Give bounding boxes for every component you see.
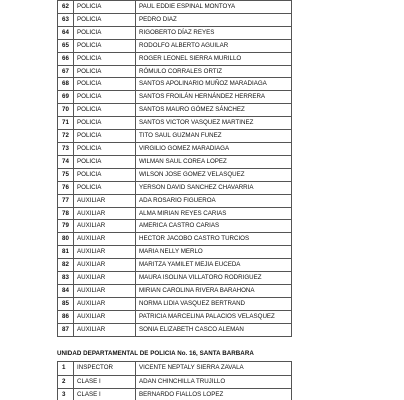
table-row [58, 130, 292, 143]
row-number: 79 [58, 220, 74, 233]
row-rank: POLICIA [74, 130, 136, 143]
table-row [58, 207, 292, 220]
row-number: 76 [58, 181, 74, 194]
row-number: 70 [58, 104, 74, 117]
row-number: 83 [58, 272, 74, 285]
row-rank: POLICIA [74, 26, 136, 39]
row-name: TITO SAUL GUZMAN FUNEZ [136, 130, 292, 143]
table-row [58, 297, 292, 310]
row-number: 1 [58, 362, 74, 376]
row-number: 73 [58, 142, 74, 155]
row-rank: POLICIA [74, 104, 136, 117]
table-row [58, 375, 292, 389]
row-rank: POLICIA [74, 52, 136, 65]
table-row [58, 155, 292, 168]
row-rank: AUXILIAR [74, 323, 136, 336]
row-rank: POLICIA [74, 117, 136, 130]
table-row [58, 389, 292, 400]
row-rank: POLICIA [74, 91, 136, 104]
row-name: PEDRO DIAZ [136, 13, 292, 26]
table-row [58, 26, 292, 39]
row-name: AMERICA CASTRO CARIAS [136, 220, 292, 233]
row-number: 75 [58, 168, 74, 181]
row-number: 68 [58, 78, 74, 91]
row-rank: AUXILIAR [74, 220, 136, 233]
row-name: MARIA NELLY MERLO [136, 246, 292, 259]
row-rank: AUXILIAR [74, 259, 136, 272]
row-name: MARITZA YAMILET MEJIA EUCEDA [136, 259, 292, 272]
table-row [58, 104, 292, 117]
row-rank: AUXILIAR [74, 246, 136, 259]
table-row [58, 39, 292, 52]
table-row [58, 13, 292, 26]
row-number: 81 [58, 246, 74, 259]
row-rank: CLASE I [74, 375, 136, 389]
row-number: 80 [58, 233, 74, 246]
row-rank: AUXILIAR [74, 207, 136, 220]
row-number: 63 [58, 13, 74, 26]
row-number: 65 [58, 39, 74, 52]
row-name: SANTOS VICTOR VASQUEZ MARTINEZ [136, 117, 292, 130]
row-name: ROGER LEONEL SIERRA MURILLO [136, 52, 292, 65]
row-name: RÓMULO CORRALES ORTIZ [136, 65, 292, 78]
personnel-table [57, 0, 292, 337]
row-number: 71 [58, 117, 74, 130]
table-row [58, 52, 292, 65]
row-name: ADAN CHINCHILLA TRUJILLO [136, 375, 292, 389]
row-rank: AUXILIAR [74, 297, 136, 310]
table-row [58, 168, 292, 181]
row-rank: AUXILIAR [74, 272, 136, 285]
table-row [58, 246, 292, 259]
row-rank: POLICIA [74, 1, 136, 14]
row-number: 64 [58, 26, 74, 39]
row-number: 85 [58, 297, 74, 310]
table-row [58, 142, 292, 155]
row-number: 84 [58, 284, 74, 297]
row-name: PATRICIA MARCELINA PALACIOS VELASQUEZ [136, 310, 292, 323]
row-rank: POLICIA [74, 181, 136, 194]
row-rank: POLICIA [74, 13, 136, 26]
unit-personnel-table [57, 361, 292, 400]
row-number: 67 [58, 65, 74, 78]
row-name: NORMA LIDIA VASQUEZ BERTRAND [136, 297, 292, 310]
row-number: 77 [58, 194, 74, 207]
row-name: SANTOS APOLINARIO MUÑOZ MARADIAGA [136, 78, 292, 91]
row-name: VICENTE NEPTALY SIERRA ZAVALA [136, 362, 292, 376]
row-rank: AUXILIAR [74, 284, 136, 297]
row-number: 62 [58, 1, 74, 14]
row-name: RIGOBERTO DÍAZ REYES [136, 26, 292, 39]
row-number: 69 [58, 91, 74, 104]
table-row [58, 78, 292, 91]
table-row [58, 91, 292, 104]
row-name: MAURA ISOLINA VILLATORO RODRIGUEZ [136, 272, 292, 285]
table-row [58, 272, 292, 285]
row-name: MIRIAN CAROLINA RIVERA BARAHONA [136, 284, 292, 297]
table-row [58, 259, 292, 272]
table-row [58, 181, 292, 194]
row-rank: POLICIA [74, 142, 136, 155]
row-number: 78 [58, 207, 74, 220]
row-name: RODOLFO ALBERTO AGUILAR [136, 39, 292, 52]
table-row [58, 65, 292, 78]
row-name: HECTOR JACOBO CASTRO TURCIOS [136, 233, 292, 246]
row-rank: POLICIA [74, 78, 136, 91]
row-number: 74 [58, 155, 74, 168]
row-rank: AUXILIAR [74, 194, 136, 207]
row-rank: POLICIA [74, 39, 136, 52]
row-name: SANTOS FROILÁN HERNÁNDEZ HERRERA [136, 91, 292, 104]
row-rank: POLICIA [74, 65, 136, 78]
row-number: 87 [58, 323, 74, 336]
row-name: WILSON JOSE GOMEZ VELASQUEZ [136, 168, 292, 181]
row-rank: AUXILIAR [74, 310, 136, 323]
row-rank: INSPECTOR [74, 362, 136, 376]
row-number: 2 [58, 375, 74, 389]
row-rank: CLASE I [74, 389, 136, 400]
row-rank: POLICIA [74, 155, 136, 168]
row-name: ALMA MIRIAN REYES CARIAS [136, 207, 292, 220]
table-row [58, 1, 292, 14]
table-row [58, 310, 292, 323]
row-number: 82 [58, 259, 74, 272]
row-rank: AUXILIAR [74, 233, 136, 246]
unit-heading: UNIDAD DEPARTAMENTAL DE POLICIA No. 16, SANTA BARBARA [57, 350, 254, 357]
row-name: WILMAN SAUL COREA LOPEZ [136, 155, 292, 168]
table-row [58, 323, 292, 336]
row-number: 66 [58, 52, 74, 65]
row-number: 72 [58, 130, 74, 143]
row-name: SONIA ELIZABETH CASCO ALEMAN [136, 323, 292, 336]
row-number: 86 [58, 310, 74, 323]
table-row [58, 220, 292, 233]
row-rank: POLICIA [74, 168, 136, 181]
table-row [58, 233, 292, 246]
row-name: SANTOS MAURO GÓMEZ SÁNCHEZ [136, 104, 292, 117]
table-row [58, 362, 292, 376]
row-name: ADA ROSARIO FIGUEROA [136, 194, 292, 207]
row-name: BERNARDO FIALLOS LOPEZ [136, 389, 292, 400]
row-number: 3 [58, 389, 74, 400]
row-name: VIRGILIO GOMEZ MARADIAGA [136, 142, 292, 155]
table-row [58, 194, 292, 207]
row-name: YERSON DAVID SANCHEZ CHAVARRIA [136, 181, 292, 194]
row-name: PAUL EDDIE ESPINAL MONTOYA [136, 1, 292, 14]
table-row [58, 284, 292, 297]
table-row [58, 117, 292, 130]
